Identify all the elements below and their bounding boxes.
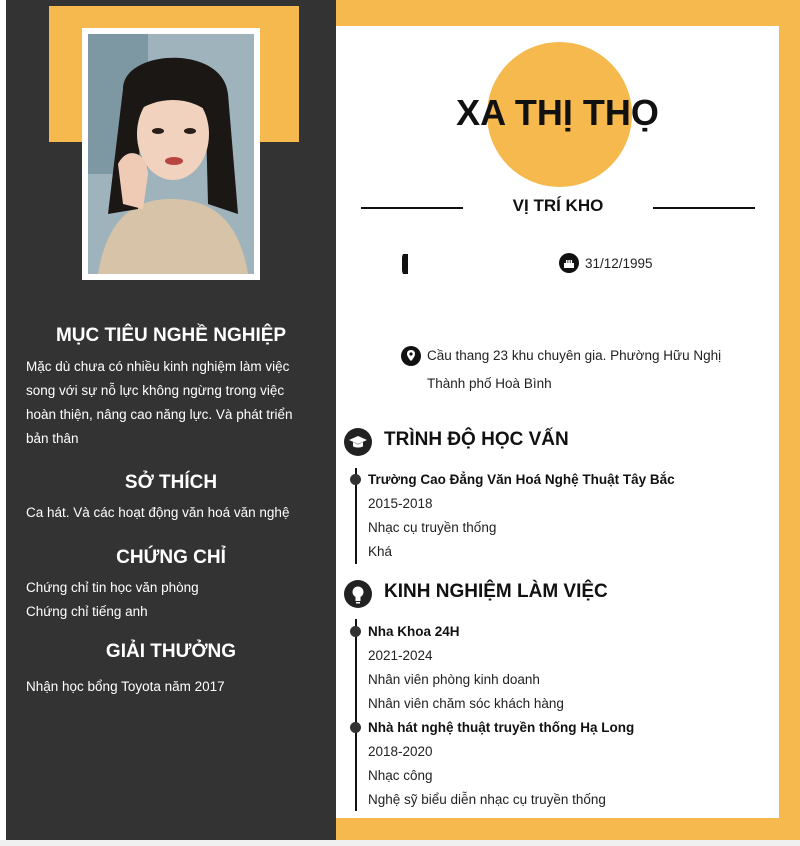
job-company: Nhà hát nghệ thuật truyền thống Hạ Long	[368, 720, 635, 735]
job-role: Nghệ sỹ biểu diễn nhạc cụ truyền thống	[368, 792, 606, 807]
page-bottom-edge	[0, 840, 800, 846]
job-years: 2018-2020	[368, 744, 433, 759]
certificates-heading: CHỨNG CHỈ	[116, 547, 226, 568]
certificate-item: Chứng chỉ tiếng anh	[26, 604, 148, 619]
objective-line: song với sự nỗ lực không ngừng trong việc	[26, 383, 285, 398]
hobbies-text: Ca hát. Và các hoạt động văn hoá văn nghệ	[26, 505, 290, 520]
address-line-2: Thành phố Hoà Bình	[427, 376, 552, 391]
position-rule-right	[653, 207, 755, 209]
objective-line: bản thân	[26, 431, 79, 446]
awards-text: Nhận học bổng Toyota năm 2017	[26, 679, 225, 694]
profile-photo	[88, 34, 254, 274]
position-rule-left	[361, 207, 463, 209]
education-years: 2015-2018	[368, 496, 433, 511]
birthday-cake-icon	[559, 253, 579, 273]
experience-timeline	[355, 619, 357, 811]
education-major: Nhạc cụ truyền thống	[368, 520, 497, 535]
objective-text	[26, 355, 312, 451]
location-pin-icon	[401, 346, 421, 366]
education-school: Trường Cao Đẳng Văn Hoá Nghệ Thuật Tây Bắc	[368, 472, 675, 487]
job-company: Nha Khoa 24H	[368, 624, 460, 639]
certificates-list	[26, 576, 312, 624]
address-line-1: Cầu thang 23 khu chuyên gia. Phường Hữu Nghị	[427, 348, 722, 363]
timeline-dot	[350, 474, 361, 485]
awards-heading: GIẢI THƯỞNG	[105, 641, 237, 662]
hobbies-heading: SỞ THÍCH	[124, 472, 218, 493]
timeline-dot	[350, 722, 361, 733]
job-years: 2021-2024	[368, 648, 433, 663]
timeline-dot	[350, 626, 361, 637]
candidate-name: XA THỊ THỌ	[456, 92, 659, 133]
phone-icon	[400, 254, 420, 274]
education-heading: TRÌNH ĐỘ HỌC VẤN	[384, 429, 569, 450]
experience-heading: KINH NGHIỆM LÀM VIỆC	[384, 581, 608, 602]
birthday-value: 31/12/1995	[585, 256, 653, 271]
objective-line: hoàn thiện, nâng cao năng lực. Và phát triển	[26, 407, 293, 422]
profile-photo-frame	[82, 28, 260, 280]
job-role: Nhạc công	[368, 768, 433, 783]
objective-line: Mặc dù chưa có nhiều kinh nghiệm làm việc	[26, 359, 290, 374]
job-role: Nhân viên phòng kinh doanh	[368, 672, 540, 687]
position-title: VỊ TRÍ KHO	[512, 196, 604, 215]
education-grade: Khá	[368, 544, 393, 559]
lightbulb-icon	[344, 580, 372, 608]
certificate-item: Chứng chỉ tin học văn phòng	[26, 580, 199, 595]
job-role: Nhân viên chăm sóc khách hàng	[368, 696, 564, 711]
objective-heading: MỤC TIÊU NGHỀ NGHIỆP	[55, 325, 287, 346]
graduation-cap-icon	[344, 428, 372, 456]
